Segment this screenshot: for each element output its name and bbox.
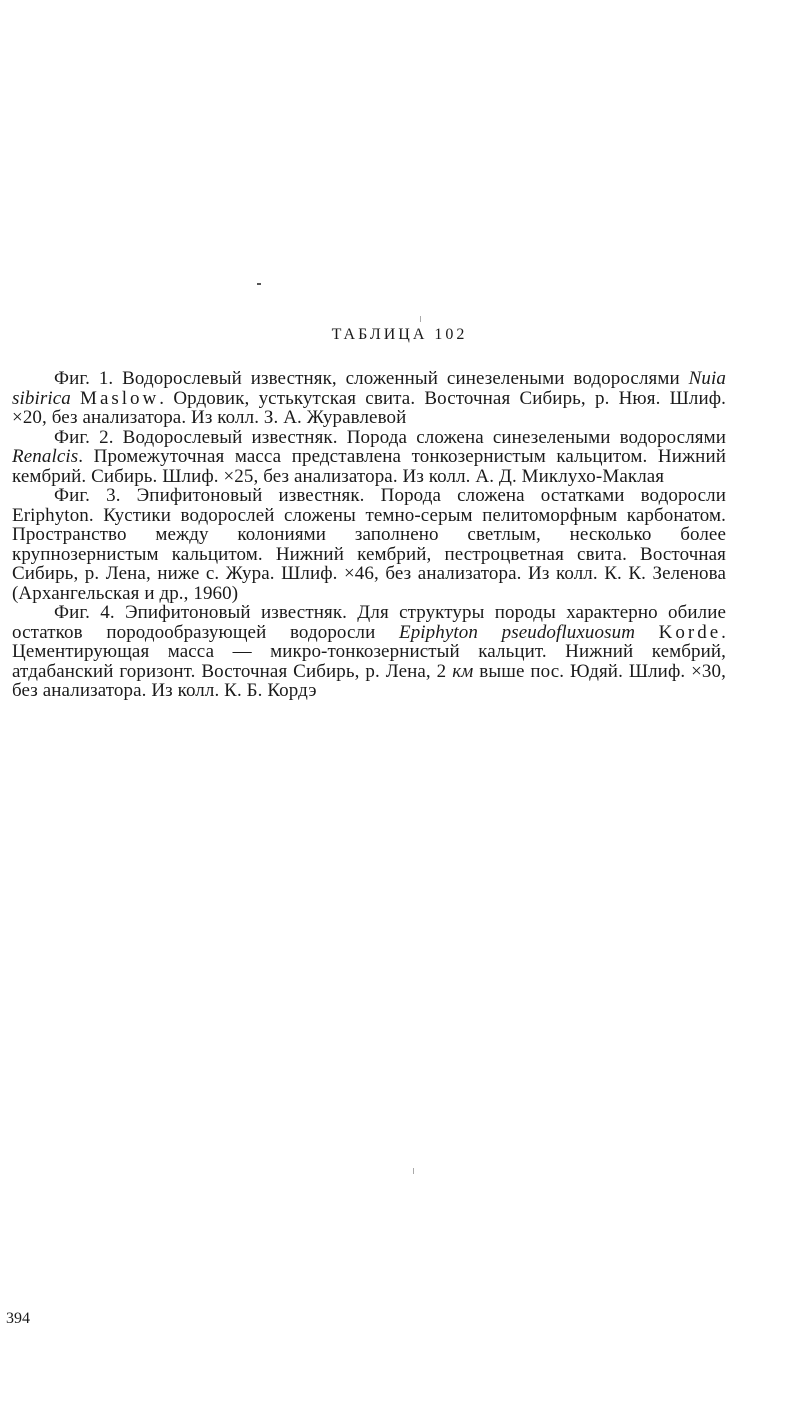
caption-text: Фиг. 2. Водорослевый известняк. Порода сложена синезелеными водорослями xyxy=(54,426,726,448)
taxon-name: Epiphyton pseudofluxuosum xyxy=(399,621,636,643)
unit-label: км xyxy=(452,660,474,682)
caption-text: выше пос. Юдяй. Шлиф. ×30, без анализатора. Из колл. К. Б. Кордэ xyxy=(12,660,726,701)
caption-text: . Цементирующая масса — микро-тонкозернистый кальцит. Нижний кембрий, атдабанский горизонт. Восточная Сибирь, р. Лена, 2 xyxy=(12,621,727,682)
author-name: Maslow xyxy=(80,387,160,409)
ink-speck xyxy=(413,1168,414,1174)
caption-text: . Промежуточная масса представлена тонкозернистым кальцитом. Нижний кембрий. Сибирь. Шлиф. ×25, без анализатора. Из колл. А. Д. Миклухо-Маклая xyxy=(12,446,726,487)
caption-text: Фиг. 3. Эпифитоновый известняк. Порода сложена остатками водоросли Eriphyton. Кустики водорослей сложены темно-серым пелитоморфным карбонатом. Пространство между колониями заполнено светлым, несколько более крупнозернистым кальцитом. Нижний кембрий, пестроцветная свита. Восточная Сибирь, р. Лена, ниже с. Жура. Шлиф. ×46, без анализатора. Из колл. К. К. Зеленова (Архангельская и др., 1960) xyxy=(12,485,726,604)
taxon-name: Renalcis xyxy=(12,446,79,467)
author-name: Korde xyxy=(658,621,722,643)
plate-title: ТАБЛИЦА 102 xyxy=(331,326,468,343)
figure-captions xyxy=(12,369,726,701)
caption-fig-4 xyxy=(12,603,726,701)
taxon-name: Nuia sibirica xyxy=(12,368,726,409)
caption-fig-1 xyxy=(12,369,726,428)
caption-fig-3 xyxy=(12,486,726,603)
caption-text: . Ордовик, устькутская свита. Восточная Сибирь, р. Нюя. Шлиф. ×20, без анализатора. Из колл. З. А. Журавлевой xyxy=(12,387,726,428)
caption-text: Фиг. 4. Эпифитоновый известняк. Для структуры породы характерно обилие остатков породообразующей водоросли xyxy=(12,602,726,643)
caption-fig-2 xyxy=(12,428,726,487)
ink-speck xyxy=(257,283,261,285)
page-number: 394 xyxy=(6,1310,30,1327)
ink-speck xyxy=(420,316,421,322)
caption-text: Фиг. 1. Водорослевый известняк, сложенный синезелеными водорослями xyxy=(54,368,689,389)
